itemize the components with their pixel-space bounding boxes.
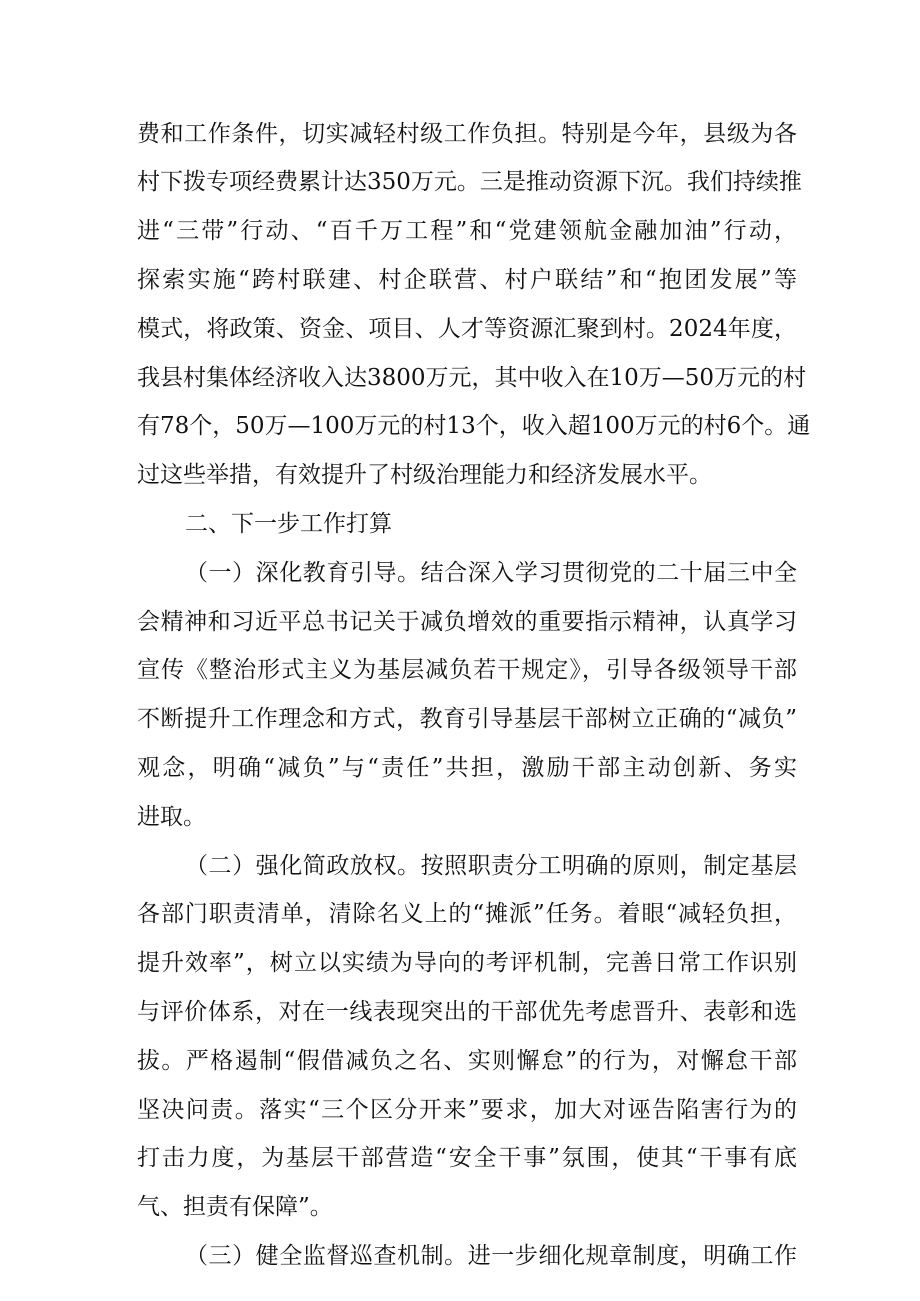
paragraph-line: 进“三带”行动、“百千万工程”和“党建领航金融加油”行动， bbox=[137, 218, 797, 244]
paragraph-line: （三）健全监督巡查机制。进一步细化规章制度，明确工作 bbox=[185, 1243, 797, 1269]
paragraph-line: 进取。 bbox=[137, 804, 206, 830]
paragraph-line: 打击力度，为基层干部营造“安全干事”氛围，使其“干事有底 bbox=[137, 1145, 797, 1171]
paragraph-line: 各部门职责清单，清除名义上的“摊派”任务。着眼“减轻负担， bbox=[137, 901, 797, 927]
paragraph-line: 村下拨专项经费累计达350万元。三是推动资源下沉。我们持续推 bbox=[137, 169, 802, 195]
paragraph-line: 过这些举措，有效提升了村级治理能力和经济发展水平。 bbox=[137, 462, 712, 488]
paragraph-line: 气、担责有保障”。 bbox=[137, 1194, 333, 1220]
paragraph-line: 宣传《整治形式主义为基层减负若干规定》，引导各级领导干部 bbox=[137, 657, 797, 683]
section-heading: 二、下一步工作打算 bbox=[185, 511, 392, 537]
paragraph-line: （一）深化教育引导。结合深入学习贯彻党的二十届三中全 bbox=[185, 560, 797, 586]
paragraph-line: 探索实施“跨村联建、村企联营、村户联结”和“抱团发展”等 bbox=[137, 267, 797, 293]
paragraph-line: 费和工作条件，切实减轻村级工作负担。特别是今年，县级为各 bbox=[137, 121, 797, 147]
paragraph-line: 有78个，50万—100万元的村13个，收入超100万元的村6个。通 bbox=[137, 413, 811, 439]
paragraph-line: 坚决问责。落实“三个区分开来”要求，加大对诬告陷害行为的 bbox=[137, 1097, 797, 1123]
paragraph-line: 与评价体系，对在一线表现突出的干部优先考虑晋升、表彰和选 bbox=[137, 999, 797, 1025]
paragraph-line: 观念，明确“减负”与“责任”共担，激励干部主动创新、务实 bbox=[137, 755, 797, 781]
paragraph-line: 拔。严格遏制“假借减负之名、实则懈怠”的行为，对懈怠干部 bbox=[137, 1048, 797, 1074]
paragraph-line: 我县村集体经济收入达3800万元，其中收入在10万—50万元的村 bbox=[137, 365, 807, 391]
paragraph-line: 会精神和习近平总书记关于减负增效的重要指示精神，认真学习 bbox=[137, 609, 797, 635]
paragraph-line: （二）强化简政放权。按照职责分工明确的原则，制定基层 bbox=[185, 853, 797, 879]
paragraph-line: 提升效率”，树立以实绩为导向的考评机制，完善日常工作识别 bbox=[137, 950, 797, 976]
paragraph-line: 不断提升工作理念和方式，教育引导基层干部树立正确的“减负” bbox=[137, 706, 797, 732]
paragraph-line: 模式，将政策、资金、项目、人才等资源汇聚到村。2024年度， bbox=[137, 316, 797, 342]
